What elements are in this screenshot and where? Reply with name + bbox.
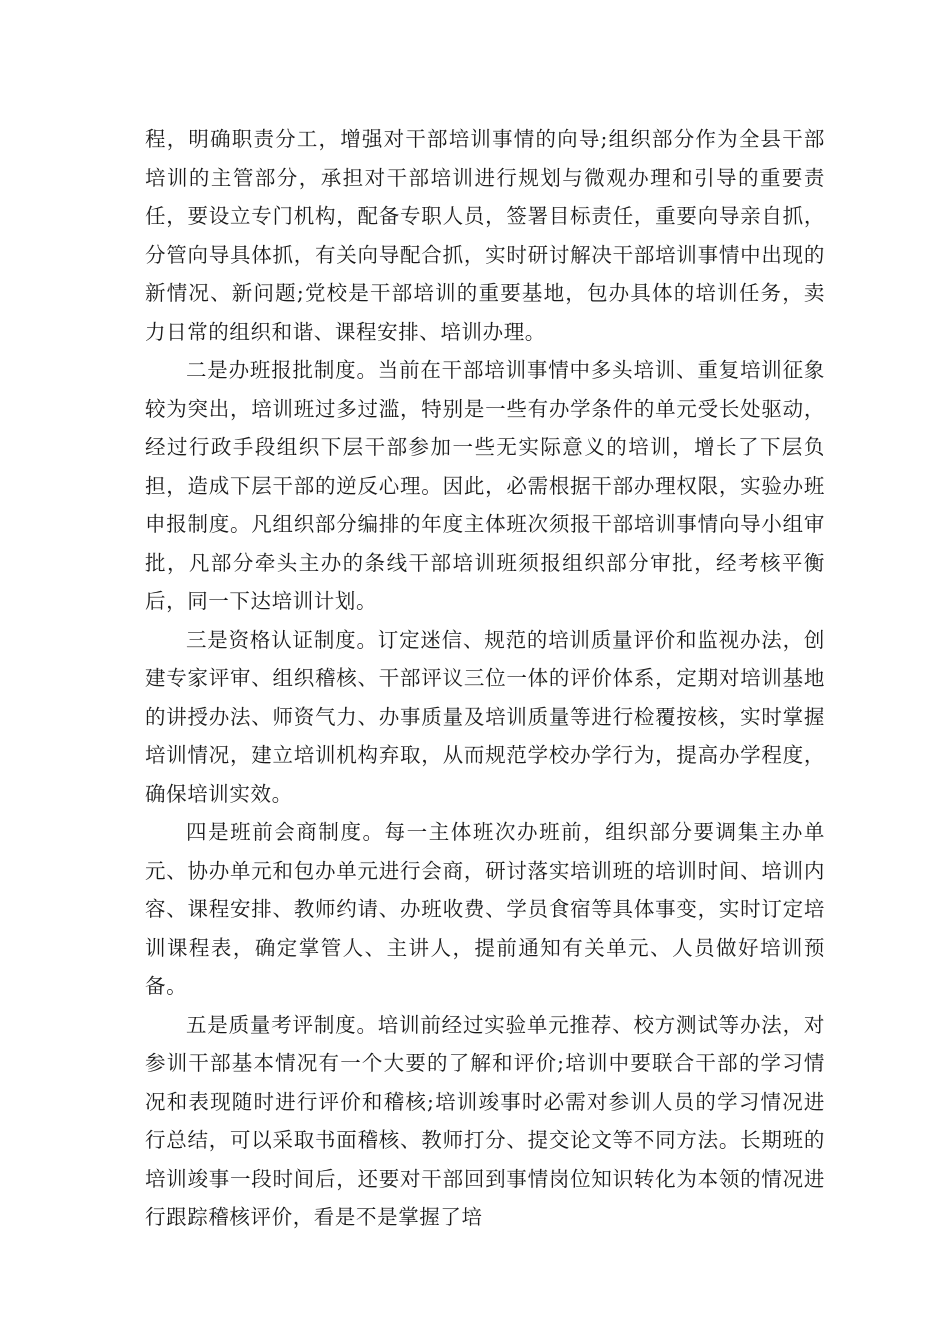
document-body <box>145 120 825 1237</box>
paragraph-qualification-system: 三是资格认证制度。订定迷信、规范的培训质量评价和监视办法，创建专家评审、组织稽核、干部评议三位一体的评价体系，定期对培训基地的讲授办法、师资气力、办事质量及培训质量等进行检覆按核，实时掌握培训情况，建立培训机构弃取，从而规范学校办学行为，提高办学程度，确保培训实效。 <box>145 627 825 806</box>
paragraph-continued: 程，明确职责分工，增强对干部培训事情的向导;组织部分作为全县干部培训的主管部分，承担对干部培训进行规划与微观办理和引导的重要责任，要设立专门机构，配备专职人员，签署目标责任，重要向导亲自抓，分管向导具体抓，有关向导配合抓，实时研讨解决干部培训事情中出现的新情况、新问题;党校是干部培训的重要基地，包办具体的培训任务，卖力日常的组织和谐、课程安排、培训办理。 <box>145 127 825 344</box>
paragraph-approval-system: 二是办班报批制度。当前在干部培训事情中多头培训、重复培训征象较为突出，培训班过多过滥，特别是一些有办学条件的单元受长处驱动，经过行政手段组织下层干部参加一些无实际意义的培训，增长了下层负担，造成下层干部的逆反心理。因此，必需根据干部办理权限，实验办班申报制度。凡组织部分编排的年度主体班次须报干部培训事情向导小组审批，凡部分牵头主办的条线干部培训班须报组织部分审批，经考核平衡后，同一下达培训计划。 <box>145 358 825 613</box>
paragraph-consultation-system: 四是班前会商制度。每一主体班次办班前，组织部分要调集主办单元、协办单元和包办单元进行会商，研讨落实培训班的培训时间、培训内容、课程安排、教师约请、办班收费、学员食宿等具体事变，实时订定培训课程表，确定掌管人、主讲人，提前通知有关单元、人员做好培训预备。 <box>145 820 825 998</box>
paragraph-evaluation-system: 五是质量考评制度。培训前经过实验单元推荐、校方测试等办法，对参训干部基本情况有一个大要的了解和评价;培训中要联合干部的学习情况和表现随时进行评价和稽核;培训竣事时必需对参训人员的学习情况进行总结，可以采取书面稽核、教师打分、提交论文等不同方法。长期班的培训竣事一段时间后，还要对干部回到事情岗位知识转化为本领的情况进行跟踪稽核评价，看是不是掌握了培 <box>145 1012 825 1229</box>
